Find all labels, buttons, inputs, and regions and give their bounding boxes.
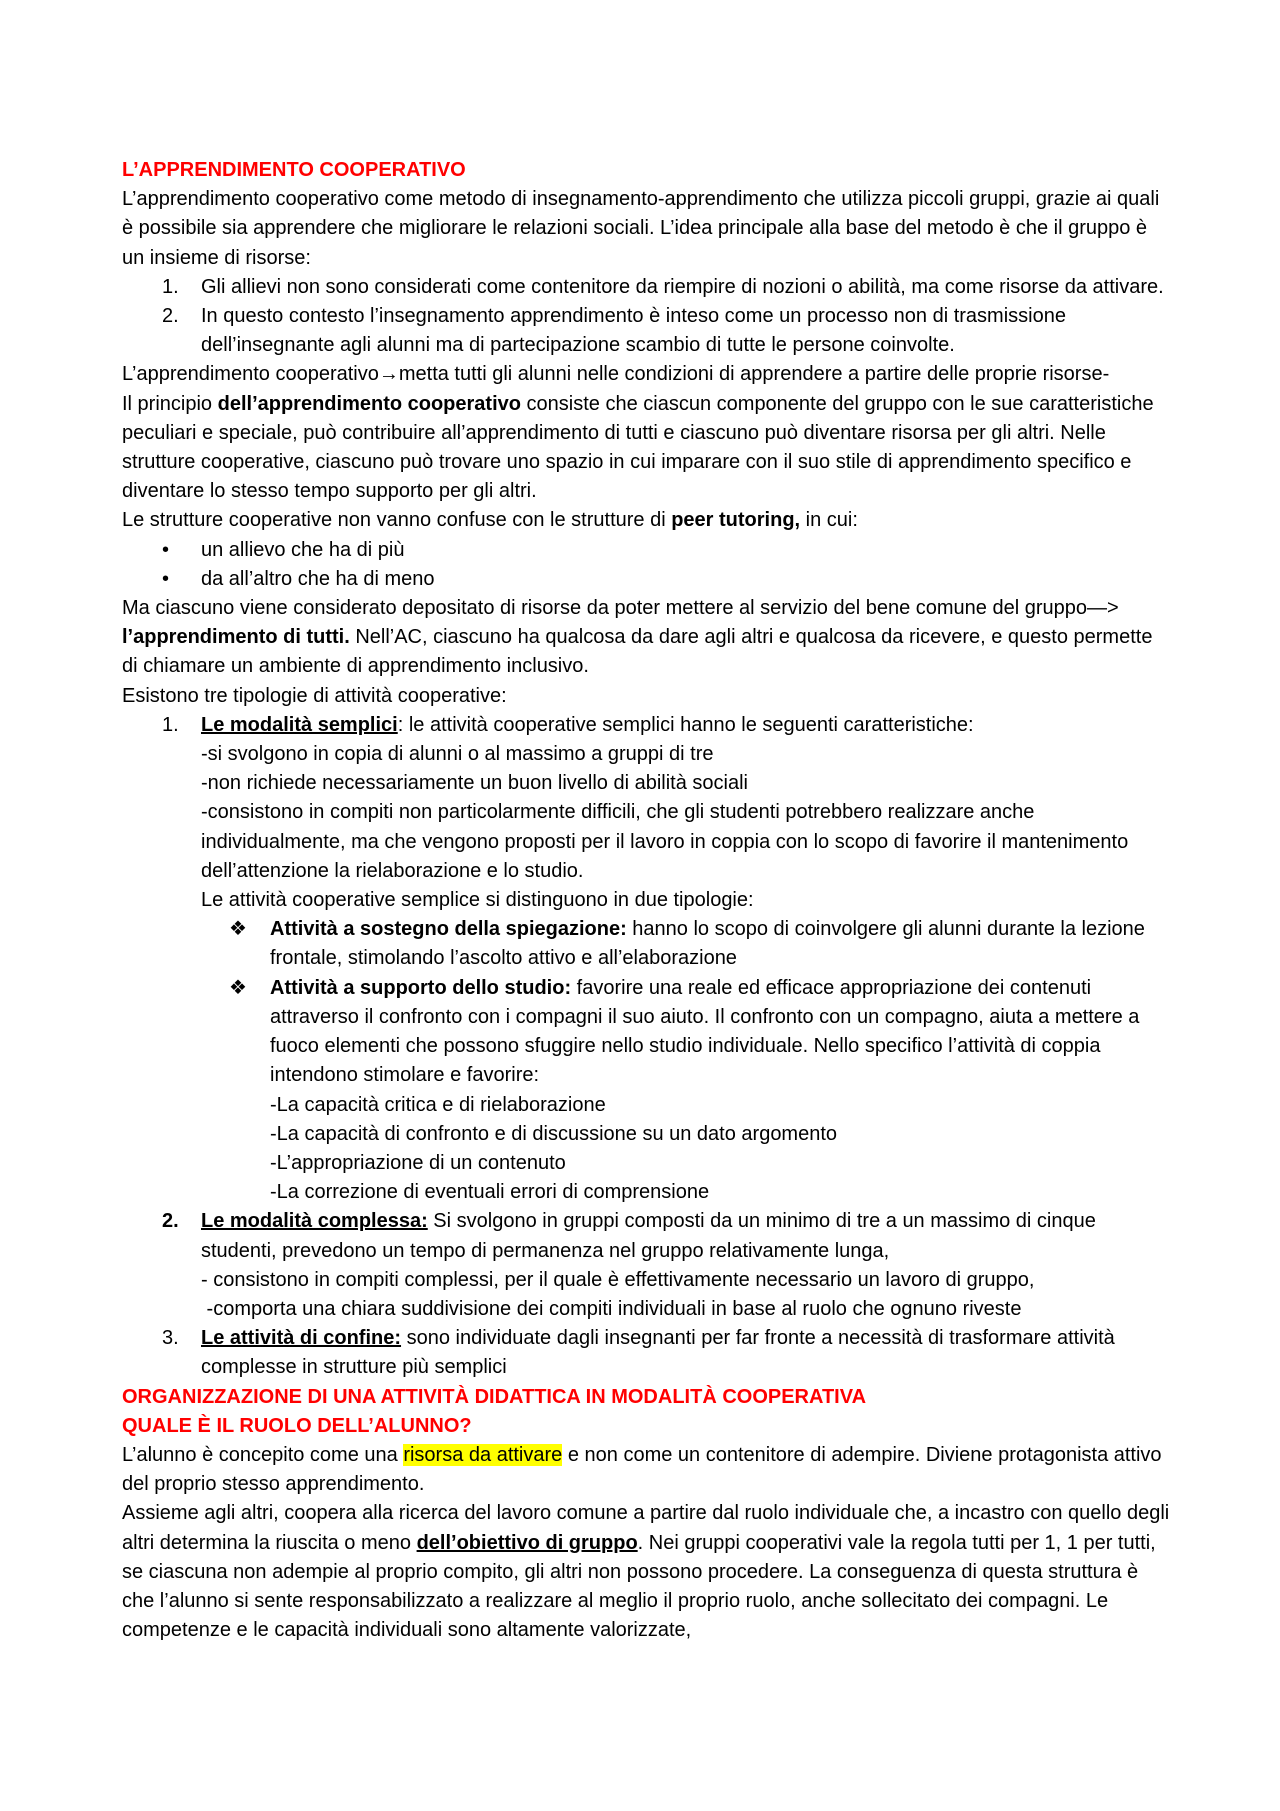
list-item-text: un allievo che ha di più bbox=[201, 538, 405, 561]
sub-item-rest: favorire una reale ed efficace appropriazione dei contenuti attraverso il confronto con i compagni il suo aiuto. Il confronto con un compagno, aiuta a mettere a fuoco elementi che possono sfuggire nello studio individuale. Nello specifico l’attività di coppia intendono stimolare e favorire: bbox=[270, 976, 1140, 1087]
list-marker: 2. bbox=[162, 1210, 179, 1233]
item-line: -si svolgono in copia di alunni o al massimo a gruppi di tre bbox=[201, 743, 714, 766]
item-line: -non richiede necessariamente un buon livello di abilità sociali bbox=[201, 772, 748, 795]
sub-list-item bbox=[122, 974, 1170, 1208]
list-item-modalita-semplici bbox=[122, 711, 1170, 915]
intro-paragraph: L’apprendimento cooperativo come metodo di insegnamento-apprendimento che utilizza piccoli gruppi, grazie ai quali è possibile sia apprendere che migliorare le relazioni sociali. L’idea principale alla base del metodo è che il gruppo è un insieme di risorse: bbox=[122, 188, 1160, 269]
item-line: Le attività cooperative semplice si distinguono in due tipologie: bbox=[201, 889, 754, 912]
ac-text-b: metta tutti gli alunni nelle condizioni di apprendere a partire delle proprie risorse- bbox=[398, 363, 1110, 386]
heading-ruolo-alunno: QUALE È IL RUOLO DELL’ALUNNO? bbox=[122, 1414, 472, 1437]
item-title-line bbox=[201, 1207, 1170, 1265]
heading-apprendimento-cooperativo: L’APPRENDIMENTO COOPERATIVO bbox=[122, 159, 466, 181]
list-item-text: Gli allievi non sono considerati come contenitore da riempire di nozioni o abilità, ma come risorse da attivare. bbox=[201, 275, 1164, 298]
item-title-line bbox=[201, 1324, 1170, 1382]
alunno-paragraph bbox=[122, 1441, 1170, 1499]
sub-list-item bbox=[122, 915, 1170, 973]
item-line: - consistono in compiti complessi, per il quale è effettivamente necessario un lavoro di gruppo, bbox=[201, 1268, 1035, 1291]
ma-text-a: Ma ciascuno viene considerato depositato di risorse da poter mettere al servizio del bene comune del gruppo—> bbox=[122, 597, 1119, 620]
numbered-list-risorse bbox=[122, 273, 1170, 361]
ma-text-b: Nell’AC, ciascuno ha qualcosa da dare agli altri e qualcosa da ricevere, e questo permette di chiamare un ambiente di apprendimento inclusivo. bbox=[122, 626, 1153, 678]
principle-paragraph bbox=[122, 390, 1170, 507]
item-text: Si svolgono in gruppi composti da un minimo di tre a un massimo di cinque studenti, prevedono un tempo di permanenza nel gruppo relativamente lunga, bbox=[201, 1210, 1096, 1262]
sub-item-line: -La correzione di eventuali errori di comprensione bbox=[270, 1181, 710, 1204]
right-arrow-icon: → bbox=[378, 363, 399, 386]
peer-bold: peer tutoring, bbox=[671, 509, 801, 532]
assieme-paragraph bbox=[122, 1499, 1170, 1645]
alunno-text-b: e non come un contenitore di adempire. Diviene protagonista attivo del proprio stesso apprendimento. bbox=[122, 1443, 1162, 1496]
principle-bold: dell’apprendimento cooperativo bbox=[217, 392, 521, 415]
list-item-text: In questo contesto l’insegnamento apprendimento è inteso come un processo non di trasmissione dell’insegnante agli alunni ma di partecipazione scambio di tutte le persone coinvolte. bbox=[201, 305, 1066, 357]
item-title: Le modalità complessa: bbox=[201, 1210, 428, 1233]
sub-item-text bbox=[270, 915, 1170, 973]
peer-tutoring-paragraph bbox=[122, 506, 1170, 535]
item-title: Le modalità semplici bbox=[201, 713, 398, 736]
tipologie-intro: Esistono tre tipologie di attività cooperative: bbox=[122, 684, 507, 707]
sub-item-bold: Attività a sostegno della spiegazione: bbox=[270, 918, 627, 941]
sub-item-line: -L’appropriazione di un contenuto bbox=[270, 1151, 566, 1174]
item-text: sono individuate dagli insegnanti per far fronte a necessità di trasformare attività complesse in strutture più semplici bbox=[201, 1327, 1115, 1379]
ac-text-a: L’apprendimento cooperativo bbox=[122, 363, 379, 386]
ma-bold: l’apprendimento di tutti. bbox=[122, 626, 350, 649]
assieme-text-a: Assieme agli altri, coopera alla ricerca del lavoro comune a partire dal ruolo individuale che, a incastro con quello degli altri determina la riuscita o meno bbox=[122, 1502, 1170, 1554]
list-marker: 2. bbox=[162, 305, 179, 328]
list-marker: 1. bbox=[162, 275, 179, 298]
item-line: -comporta una chiara suddivisione dei compiti individuali in base al ruolo che ognuno riveste bbox=[201, 1297, 1022, 1320]
sub-item-text bbox=[270, 974, 1170, 1091]
diamond-bullet-icon: ❖ bbox=[229, 976, 247, 999]
list-item-modalita-complessa bbox=[122, 1207, 1170, 1324]
list-item-text: da all’altro che ha di meno bbox=[201, 567, 435, 590]
principle-text-a: Il principio bbox=[122, 392, 218, 415]
list-marker: 3. bbox=[162, 1327, 179, 1350]
list-item-attivita-di-confine bbox=[122, 1324, 1170, 1382]
list-item bbox=[122, 273, 1170, 302]
principle-text-b: consiste che ciascun componente del gruppo con le sue caratteristiche peculiari e speciale, può contribuire all’apprendimento di tutti e ciascuno può diventare risorsa per gli altri. Nelle strutture cooperative, ciascuno può trovare uno spazio in cui imparare con il suo stile di apprendimento specifico e diventare lo stesso tempo supporto per gli altri. bbox=[122, 392, 1154, 503]
item-text: : le attività cooperative semplici hanno le seguenti caratteristiche: bbox=[397, 713, 974, 736]
bullet-list-peer bbox=[122, 536, 1170, 594]
ac-paragraph bbox=[122, 360, 1170, 389]
sub-item-bold: Attività a supporto dello studio: bbox=[270, 976, 572, 999]
bullet-icon: • bbox=[162, 567, 170, 590]
item-line: -consistono in compiti non particolarmente difficili, che gli studenti potrebbero realizzare anche individualmente, ma che vengono proposti per il lavoro in coppia con lo scopo di favorire il mantenimento dell’attenzione la rielaborazione e lo studio. bbox=[201, 801, 1129, 882]
ma-paragraph bbox=[122, 594, 1170, 682]
sub-item-line: -La capacità di confronto e di discussione su un dato argomento bbox=[270, 1122, 838, 1145]
assieme-text-b: . Nei gruppi cooperativi vale la regola tutti per 1, 1 per tutti, se ciascuna non adempie al proprio compito, gli altri non possono procedere. La conseguenza di questa struttura è che l’alunno si sente responsabilizzato a realizzare al meglio il proprio ruolo, anche sollecitato dei compagni. Le competenze e le capacità individuali sono altamente valorizzate, bbox=[122, 1531, 1156, 1642]
sub-item-line: -La capacità critica e di rielaborazione bbox=[270, 1093, 606, 1116]
list-item bbox=[122, 565, 1170, 594]
peer-text-a: Le strutture cooperative non vanno confuse con le strutture di bbox=[122, 509, 672, 532]
item-title-line bbox=[201, 711, 1170, 740]
peer-text-b: in cui: bbox=[800, 509, 858, 532]
alunno-text-a: L’alunno è concepito come una bbox=[122, 1443, 404, 1466]
list-marker: 1. bbox=[162, 713, 179, 736]
sub-item-rest: hanno lo scopo di coinvolgere gli alunni durante la lezione frontale, stimolando l’ascolto attivo e all’elaborazione bbox=[270, 918, 1145, 970]
assieme-bold: dell’obiettivo di gruppo bbox=[416, 1531, 638, 1554]
bullet-icon: • bbox=[162, 538, 170, 561]
diamond-bullet-icon: ❖ bbox=[229, 918, 247, 941]
list-item bbox=[122, 302, 1170, 360]
list-item bbox=[122, 536, 1170, 565]
numbered-list-tipologie bbox=[122, 711, 1170, 1383]
item-title: Le attività di confine: bbox=[201, 1327, 402, 1350]
highlighted-text: risorsa da attivare bbox=[403, 1443, 563, 1466]
heading-organizzazione: ORGANIZZAZIONE DI UNA ATTIVITÀ DIDATTICA IN MODALITÀ COOPERATIVA bbox=[122, 1385, 867, 1408]
